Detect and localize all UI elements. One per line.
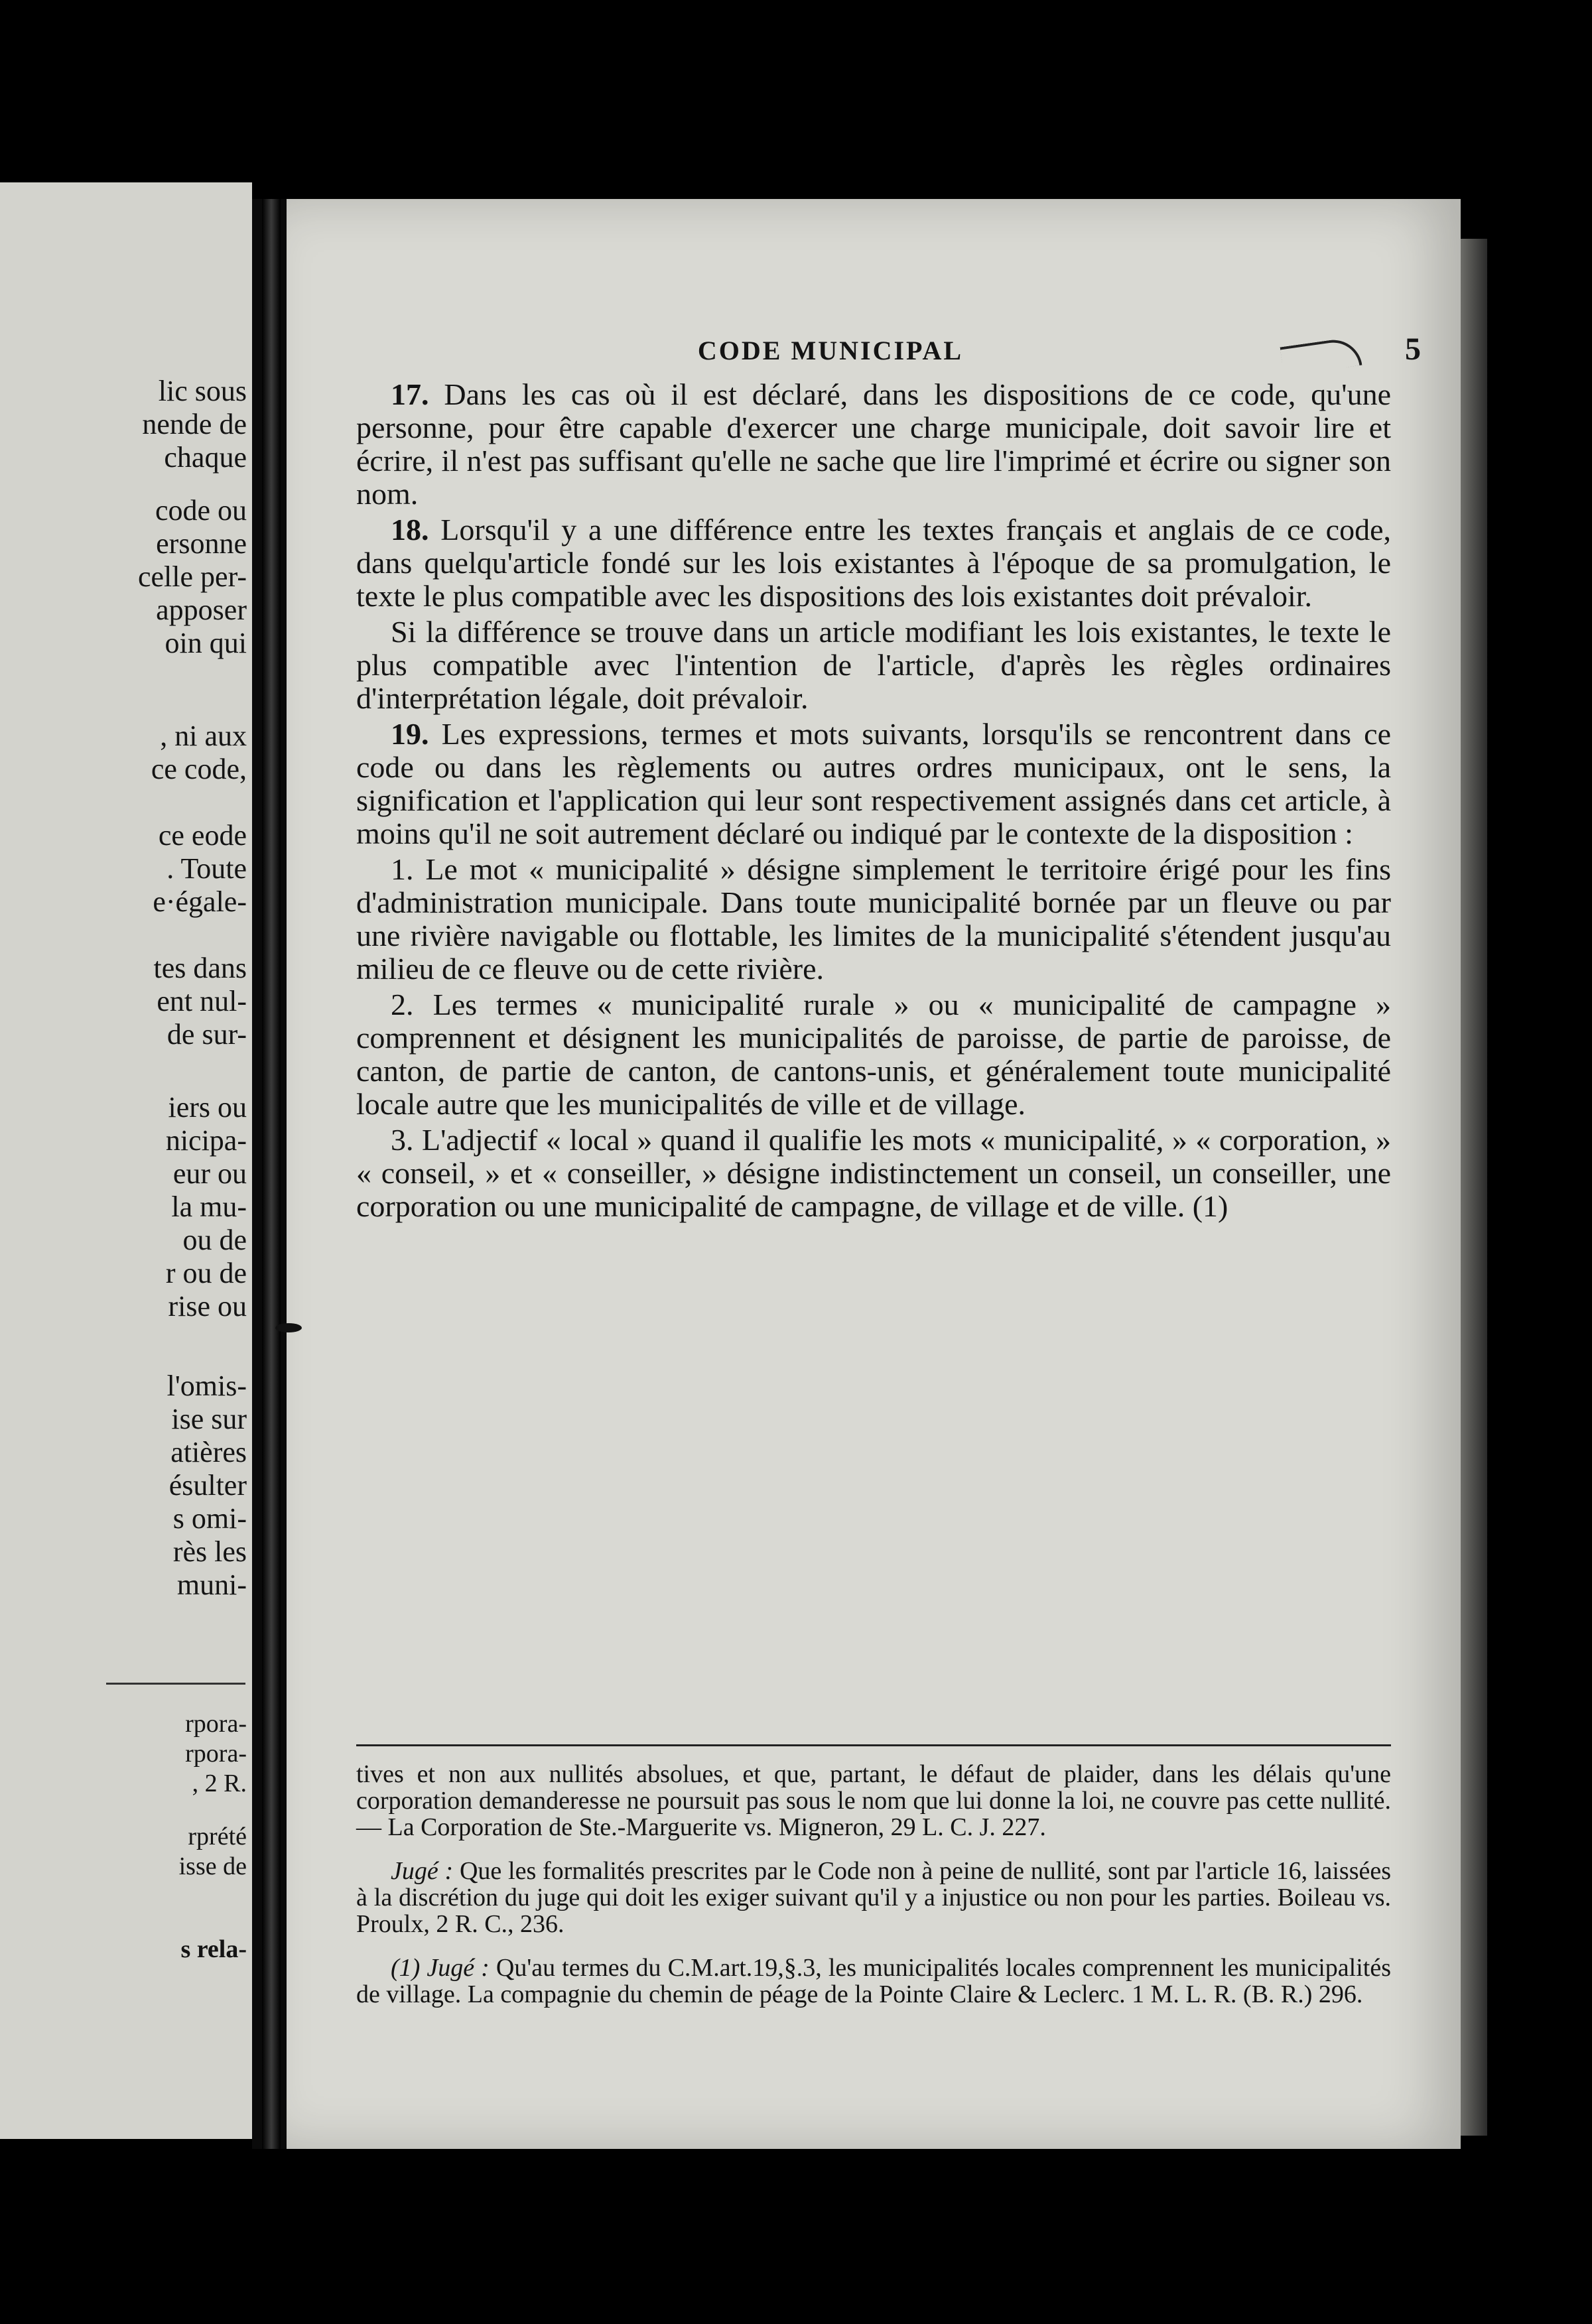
left-fragment: oin qui (165, 627, 247, 659)
page-edge-shadow (1461, 239, 1487, 2136)
article-text: 3. L'adjectif « local » quand il qualifie les mots « municipalité, » « corporation, » « conseil, » et « conseiller, » désigne indistinctement un conseil, un conseiller, une corporation ou une municipalité de campagne, de village et de ville. (1) (356, 1123, 1391, 1223)
left-fragment: la mu- (171, 1191, 247, 1223)
article-18 (356, 513, 1391, 613)
left-fragment: , ni aux (160, 720, 247, 752)
page-number: 5 (1405, 332, 1421, 367)
footnote-lead: (1) Jugé : (391, 1954, 490, 1982)
running-head: CODE MUNICIPAL (697, 336, 964, 365)
footnote-text: Que les formalités prescrites par le Code non à peine de nullité, sont par l'article 16, laissées à la discrétion du juge qui doit les exiger suivant qu'il y a injustice ou non pour les parties. Boileau vs. Proulx, 2 R. C., 236. (356, 1857, 1392, 1938)
ink-blot (275, 1323, 302, 1332)
left-fragment: tes dans (153, 952, 247, 984)
left-fragment: ce code, (151, 753, 247, 785)
article-text: 1. Le mot « municipalité » désigne simplement le territoire érigé pour les fins d'administration municipale. Dans toute municipalité bornée par un fleuve ou par une rivière navigable ou flottable, les limites de la municipalité s'étendent jusqu'au milieu de ce fleuve ou de cette rivière. (356, 852, 1391, 986)
footnote-lead: Jugé : (391, 1857, 454, 1885)
left-fragment: lic sous (158, 375, 247, 407)
left-fragment: muni- (176, 1569, 247, 1601)
article-text: Les expressions, termes et mots suivants, lorsqu'ils se rencontrent dans ce code ou dans les règlements ou autres ordres municipaux, ont le sens, la signification et l'application qui leur sont respectivement assignés dans cet article, à moins qu'il ne soit autrement déclaré ou indiqué par le contexte de la disposition : (356, 717, 1391, 850)
left-fragment: nicipa- (165, 1124, 247, 1157)
article-number: 17. (391, 377, 429, 411)
footnote-continued (356, 1761, 1391, 1840)
left-fragment: e·égale- (153, 885, 247, 918)
article-body (356, 378, 1391, 1223)
footnote-1 (356, 1955, 1391, 2008)
left-fragment: rprété (188, 1823, 247, 1850)
left-footnote-rule (106, 1683, 245, 1685)
article-number: 18. (391, 513, 429, 547)
left-fragment: atières (170, 1436, 247, 1468)
article-text: Lorsqu'il y a une différence entre les textes français et anglais de ce code, dans quelqu'article fondé sur les lois existantes à l'époque de sa promulgation, le texte le plus compatible avec les dispositions des lois existantes doit prévaloir. (356, 513, 1391, 613)
left-fragment: ou de (182, 1224, 247, 1256)
article-text: 2. Les termes « municipalité rurale » ou « municipalité de campagne » comprennent et désignent les municipalités de paroisse, de partie de paroisse, de canton, de partie de canton, de cantons-unis, et généralement toute municipalité locale autre que les municipalités de ville et de village. (356, 988, 1391, 1121)
article-19-clause-1 (356, 853, 1391, 986)
left-fragment: eur ou (172, 1157, 247, 1190)
left-fragment: ersonne (156, 527, 247, 560)
article-text: Si la différence se trouve dans un article modifiant les lois existantes, le texte le plus compatible avec l'intention de l'article, d'après les règles ordinaires d'interprétation légale, doit prévaloir. (356, 615, 1391, 715)
left-fragment: l'omis- (166, 1370, 247, 1402)
left-fragment: apposer (156, 594, 247, 626)
footnote-text: tives et non aux nullités absolues, et que, partant, le défaut de plaider, dans les délais qu'une corporation demanderesse ne poursuit pas sous le nom que lui donne la loi, ne couvre pas cette nullité.— La Corporation de Ste.-Marguerite vs. Migneron, 29 L. C. J. 227. (356, 1760, 1391, 1841)
left-fragment: s omi- (172, 1502, 247, 1535)
footnotes (356, 1761, 1391, 2008)
article-17 (356, 378, 1391, 511)
left-fragment: code ou (155, 494, 247, 527)
right-page (287, 199, 1461, 2149)
left-fragment: isse de (178, 1852, 247, 1880)
left-fragment: rès les (172, 1535, 247, 1568)
article-19 (356, 718, 1391, 850)
left-fragment: ent nul- (157, 985, 247, 1017)
left-fragment: ise sur (171, 1403, 247, 1435)
book-spine-edge (262, 199, 281, 2149)
left-fragment: nende de (142, 408, 247, 440)
left-fragment: . Toute (166, 852, 247, 885)
left-fragment: , 2 R. (192, 1770, 247, 1797)
article-19-clause-2 (356, 988, 1391, 1121)
left-fragment: ce eode (158, 819, 247, 852)
left-fragment: r ou de (165, 1257, 247, 1289)
left-fragment: ésulter (168, 1469, 247, 1502)
left-fragment: rpora- (185, 1710, 247, 1738)
footnote-rule (356, 1744, 1391, 1746)
article-18-paragraph-2 (356, 615, 1391, 715)
article-text: Dans les cas où il est déclaré, dans les dispositions de ce code, qu'une personne, pour être capable d'exercer une charge municipale, doit savoir lire et écrire, il n'est pas suffisant qu'elle ne sache que lire l'imprimé et écrire ou signer son nom. (356, 377, 1391, 511)
left-facing-page (0, 182, 252, 2139)
left-fragment: rpora- (185, 1740, 247, 1768)
left-fragment: s rela- (180, 1935, 247, 1963)
left-fragment: iers ou (168, 1091, 247, 1124)
footnote-text: Qu'au termes du C.M.art.19,§.3, les municipalités locales comprennent les municipalités de village. La compagnie du chemin de péage de la Pointe Claire & Leclerc. 1 M. L. R. (B. R.) 296. (356, 1954, 1391, 2008)
article-19-clause-3 (356, 1124, 1391, 1223)
footnote-juge (356, 1858, 1391, 1937)
left-fragment: chaque (164, 441, 247, 474)
left-fragment: rise ou (168, 1290, 247, 1323)
left-fragment: celle per- (138, 560, 247, 593)
left-fragment: de sur- (166, 1018, 247, 1051)
article-number: 19. (391, 717, 429, 751)
page-header (287, 332, 1421, 375)
